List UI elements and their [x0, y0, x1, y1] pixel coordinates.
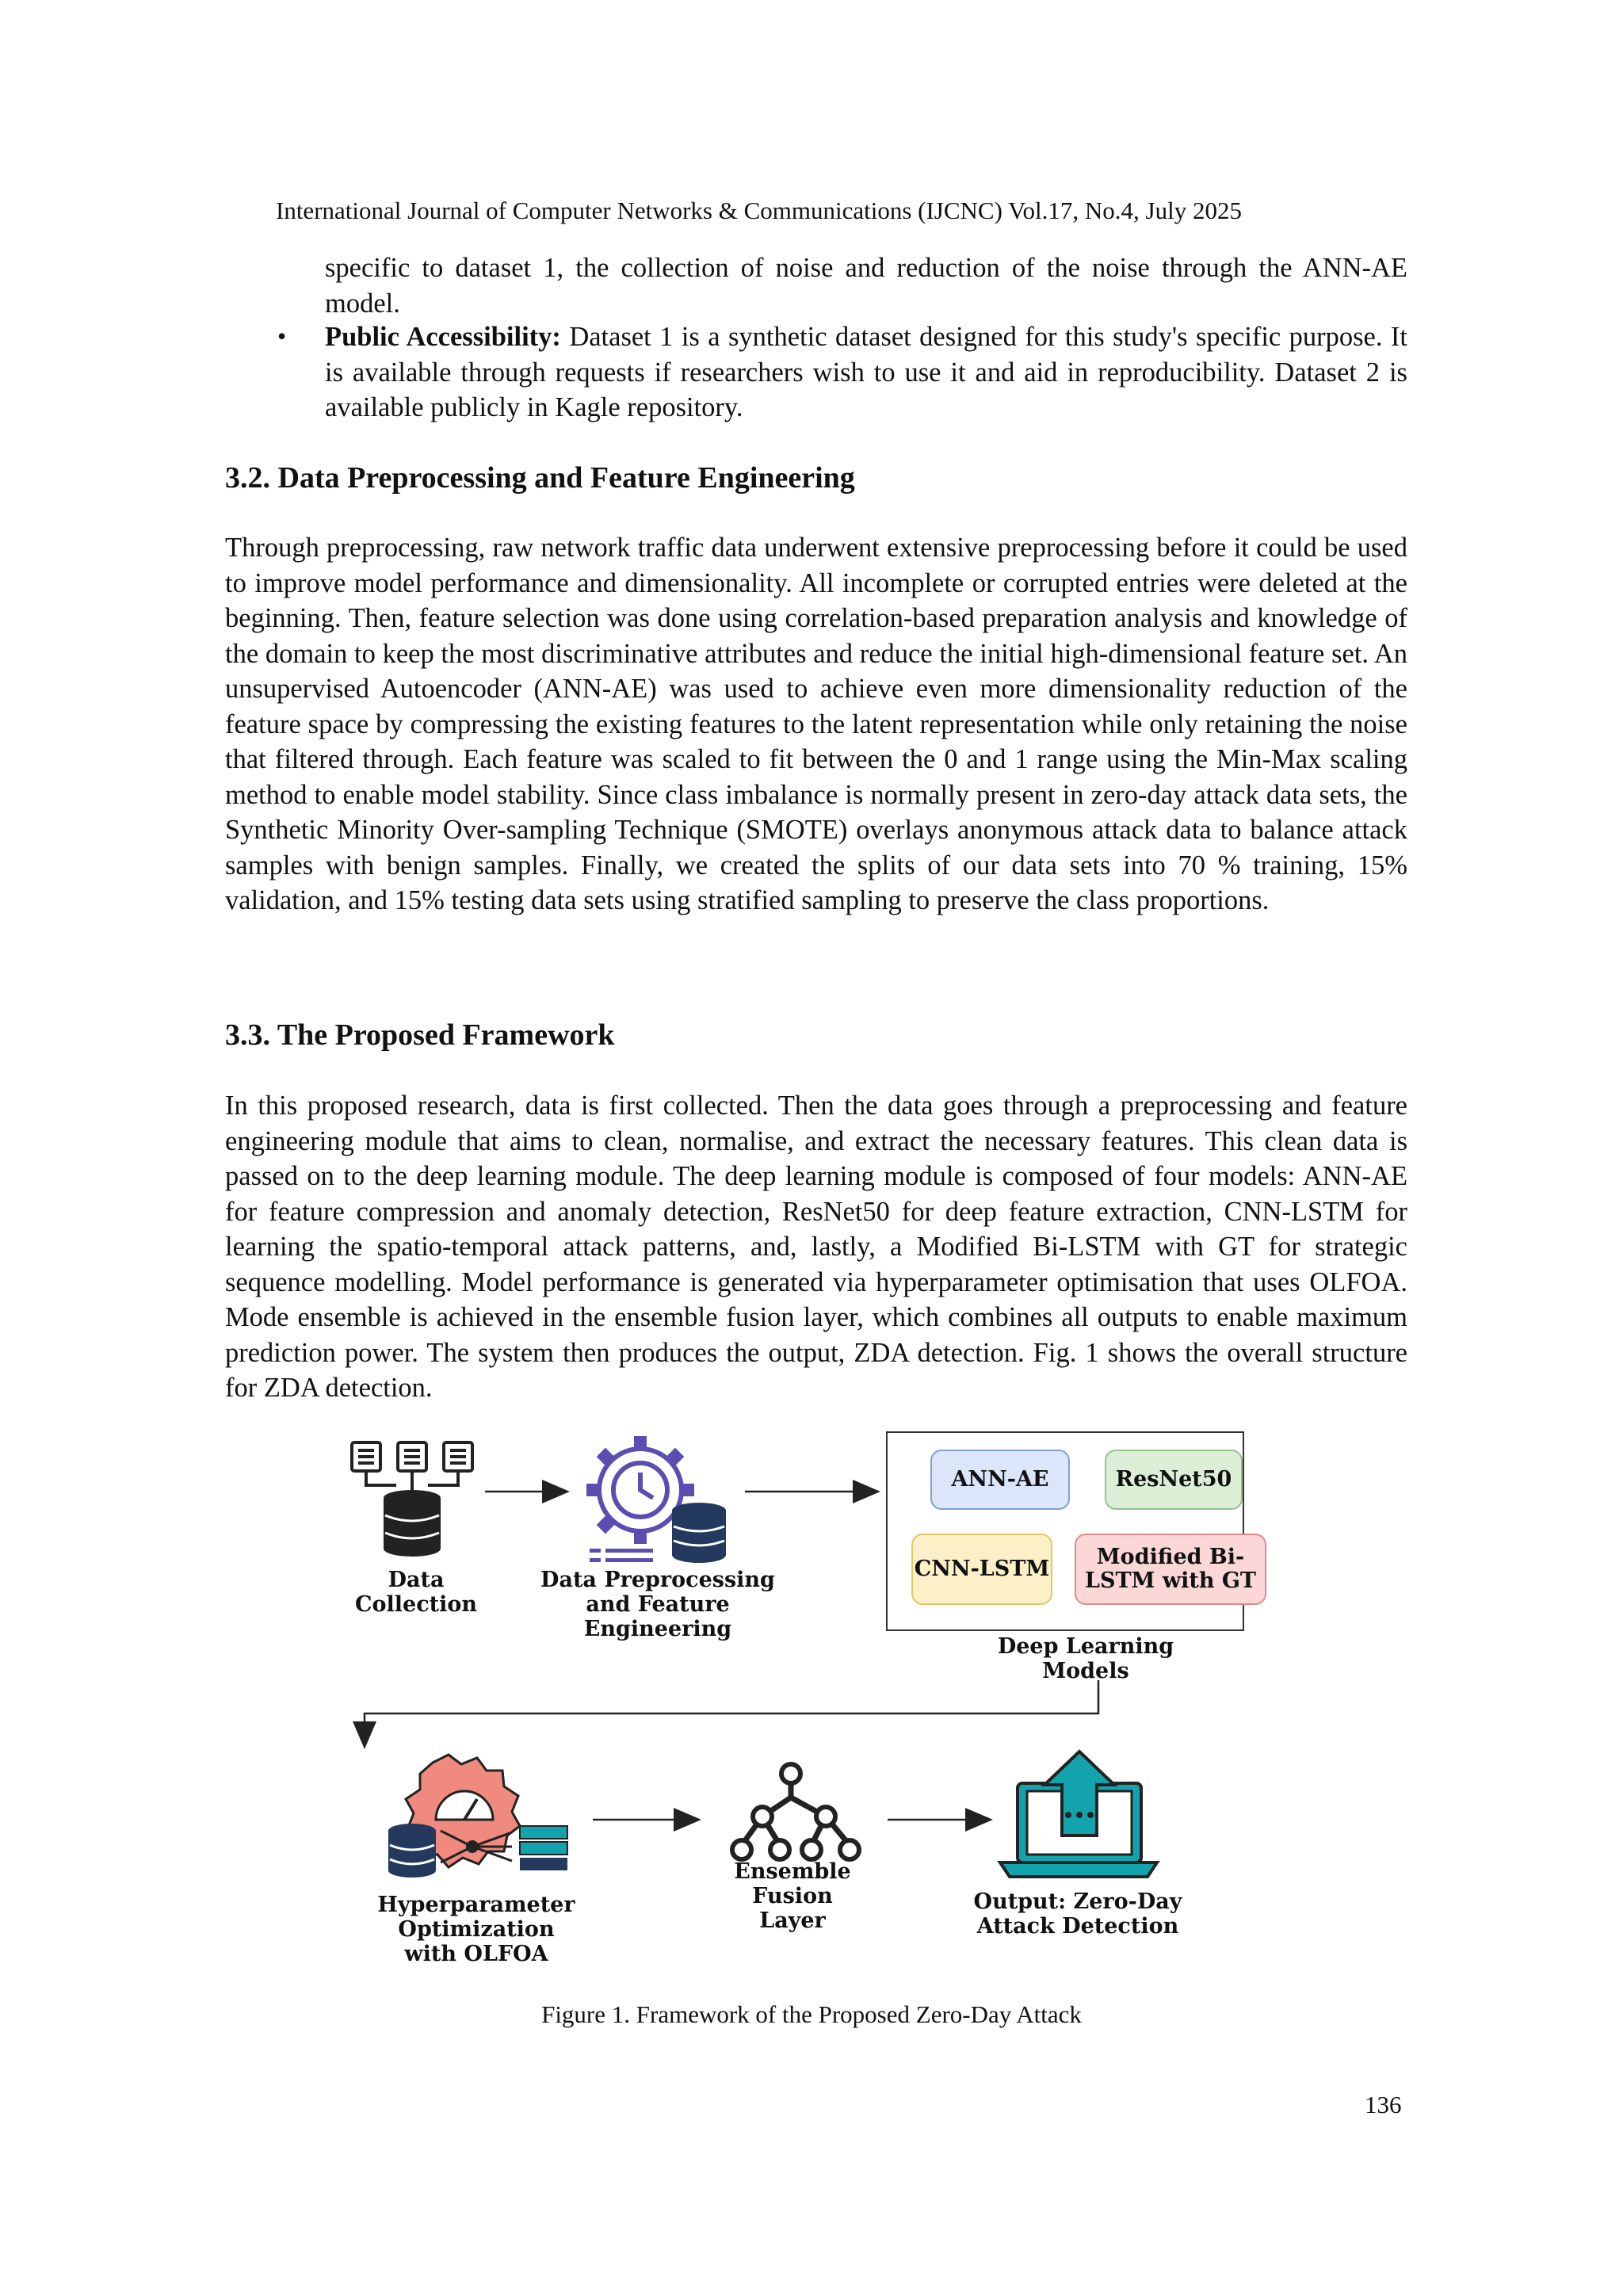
section-3-2-body: Through preprocessing, raw network traffic data underwent extensive preprocessing before it could be used to improve model performance and dimensionality. All incomplete or corrupted entries were deleted at the beginning. Then, feature selection was done using correlation-based preparation analysis and knowledge of the domain to keep the most discriminative attributes and reduce the initial high-dimensional feature set. An unsupervised Autoencoder (ANN-AE) was used to achieve even more dimensionality reduction of the feature space by compressing the existing features to the latent representation while only retaining the noise that filtered through. Each feature was scaled to fit between the 0 and 1 range using the Min-Max scaling method to enable model stability. Since class imbalance is normally present in zero-day attack data sets, the Synthetic Minority Over-sampling Technique (SMOTE) overlays anonymous attack data to balance attack samples with benign samples. Finally, we created the splits of our data sets into 70 % training, 15% validation, and 15% testing data sets using stratified sampling to preserve the class proportions. [225, 533, 1407, 915]
bullet-continuation: specific to dataset 1, the collection of noise and reduction of the noise through the ANN-AE model. [325, 253, 1407, 319]
ensemble-tree-icon [723, 1761, 873, 1880]
label-ensemble-line3: Layer [759, 1908, 826, 1933]
label-hyperparameter-line3: with OLFOA [404, 1942, 548, 1966]
database-icon [349, 1439, 483, 1558]
model-modified-bi-lstm: Modified Bi-LSTM with GT [1075, 1534, 1266, 1605]
label-preprocessing-line2: and Feature [586, 1592, 730, 1617]
laptop-output-icon [995, 1748, 1162, 1883]
section-3-3-body: In this proposed research, data is first collected. Then the data goes through a preprocessing and feature engineering module that aims to clean, normalise, and extract the necessary features. This clean data is passed on to the deep learning module. The deep learning module is composed of four models: ANN-AE for feature compression and anomaly detection, ResNet50 for deep feature extraction, CNN-LSTM for learning the spatio-temporal attack patterns, and, lastly, a Modified Bi-LSTM with GT for strategic sequence modelling. Model performance is generated via hyperparameter optimisation that uses OLFOA. Mode ensemble is achieved in the ensemble fusion layer, which combines all outputs to enable maximum prediction power. The system then produces the output, ZDA detection. Fig. 1 shows the overall structure for ZDA detection. [225, 1091, 1407, 1403]
label-output [951, 1889, 1205, 1939]
label-output-line1: Output: Zero-Day [973, 1889, 1182, 1914]
page-number: 136 [1365, 2091, 1402, 2118]
label-preprocessing-line3: Engineering [583, 1617, 732, 1641]
bullet-marker: • [277, 322, 287, 350]
label-ensemble-line1: Ensemble [734, 1859, 851, 1884]
model-ann-ae: ANN-AE [930, 1450, 1070, 1510]
label-preprocessing-line1: Data Preprocessing [540, 1568, 775, 1592]
section-3-3-heading: 3.3. The Proposed Framework [225, 1018, 615, 1052]
model-resnet50: ResNet50 [1105, 1450, 1243, 1510]
deep-learning-models-frame [886, 1431, 1244, 1631]
bullet-public-accessibility [325, 319, 1407, 426]
bullet-body: Dataset 1 is a synthetic dataset designed for this study's specific purpose. It is available through requests if researchers wish to use it and aid in reproducibility. Dataset 2 is available publicly in Kagle repository. [325, 322, 1407, 422]
label-output-line2: Attack Detection [976, 1914, 1179, 1939]
arrow-models-to-hyperparameter [365, 1680, 1098, 1745]
label-ensemble-line2: Fusion [752, 1884, 833, 1908]
section-3-2-heading: 3.2. Data Preprocessing and Feature Engineering [225, 461, 855, 495]
label-deep-learning-models: Deep Learning Models [997, 1634, 1174, 1683]
model-cnn-lstm: CNN-LSTM [911, 1534, 1052, 1605]
hyperparameter-gear-icon [385, 1744, 583, 1889]
figure-caption: Figure 1. Framework of the Proposed Zero-Day Attack [541, 2000, 1082, 2028]
label-hyperparameter-line1: Hyperparameter [377, 1893, 575, 1917]
label-ensemble [697, 1859, 888, 1933]
label-data-preprocessing [539, 1568, 777, 1641]
journal-header: International Journal of Computer Networks & Communications (IJCNC) Vol.17, No.4, July 2025 [276, 197, 1242, 224]
label-hyperparameter-line2: Optimization [398, 1917, 555, 1942]
label-data-collection: Data Collection [355, 1568, 477, 1617]
label-hyperparameter [369, 1893, 583, 1966]
bullet-label: Public Accessibility: [325, 322, 561, 352]
gear-clock-icon [567, 1431, 734, 1566]
